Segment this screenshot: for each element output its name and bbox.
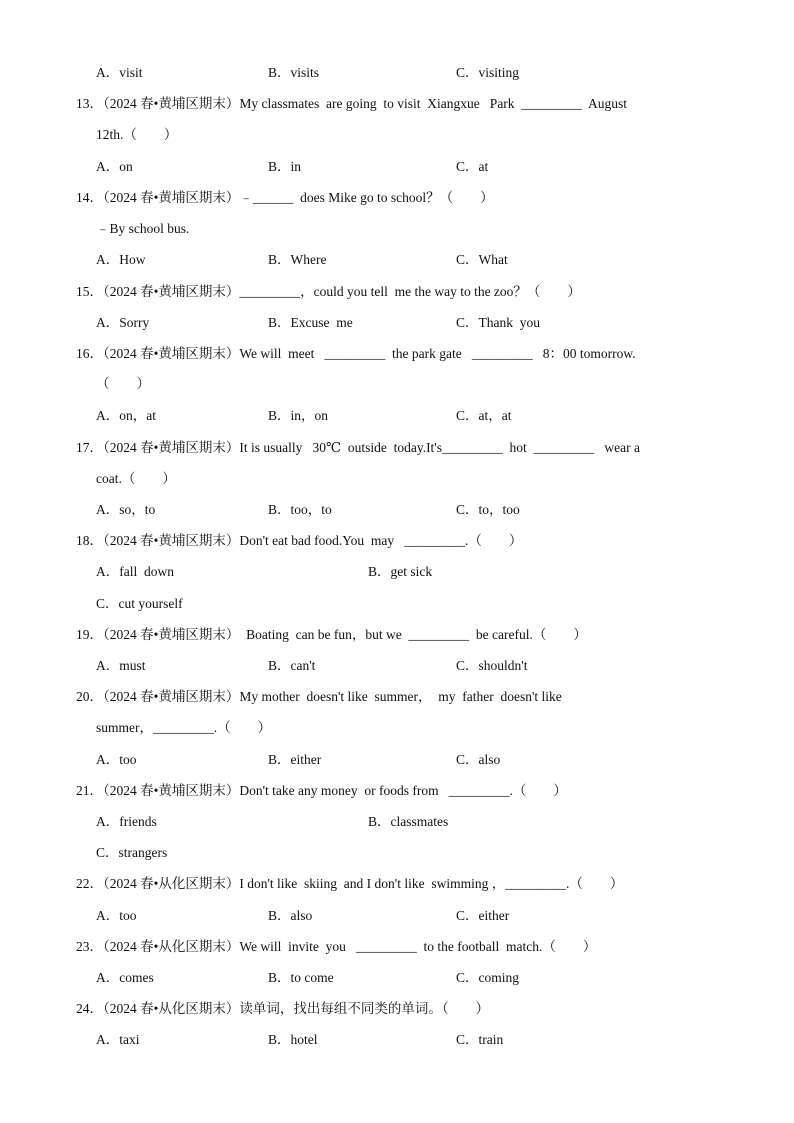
q18-option-c: C．cut yourself (96, 596, 183, 611)
q20-option-b: B．either (268, 752, 322, 767)
q15-stem: 15．（2024 春•黄埔区期末）_________，could you tell me the way to the zoo？（ ） (76, 284, 581, 299)
q21-option-b: B．classmates (368, 814, 449, 829)
q16-stem: 16．（2024 春•黄埔区期末）We will meet _________ the park gate _________ 8：00 tomorrow. (76, 346, 636, 361)
q20-stem: 20．（2024 春•黄埔区期末）My mother doesn't like summer， my father doesn't like (76, 689, 562, 704)
q15-option-b: B．Excuse me (268, 315, 353, 330)
q14-option-c: C．What (456, 252, 508, 267)
q12-option-a: A．visit (96, 65, 143, 80)
q23-option-b: B．to come (268, 970, 334, 985)
q18-option-b: B．get sick (368, 564, 433, 579)
q13-stem: 13．（2024 春•黄埔区期末）My classmates are going to visit Xiangxue Park _________ August (76, 96, 628, 111)
q15-option-a: A．Sorry (96, 315, 150, 330)
q14-option-a: A．How (96, 252, 146, 267)
q23-option-c: C．coming (456, 970, 519, 985)
q14-stem: 14．（2024 春•黄埔区期末）﹣______ does Mike go to school？（ ） (76, 190, 494, 205)
q16-option-c: C．at，at (456, 408, 512, 423)
q23-stem: 23．（2024 春•从化区期末）We will invite you _________ to the football match.（ ） (76, 939, 597, 954)
q20-continuation: summer，_________.（ ） (96, 720, 272, 735)
q24-option-a: A．taxi (96, 1032, 140, 1047)
q24-option-c: C．train (456, 1032, 504, 1047)
q13-option-a: A．on (96, 159, 133, 174)
q22-option-a: A．too (96, 908, 137, 923)
q22-option-b: B．also (268, 908, 313, 923)
q13-continuation: 12th.（ ） (96, 127, 178, 142)
q18-stem: 18．（2024 春•黄埔区期末）Don't eat bad food.You may _________.（ ） (76, 533, 523, 548)
q17-option-b: B．too，to (268, 502, 332, 517)
q17-option-c: C．to，too (456, 502, 520, 517)
q17-option-a: A．so，to (96, 502, 156, 517)
q19-option-a: A．must (96, 658, 146, 673)
q20-option-c: C．also (456, 752, 501, 767)
q16-continuation: （ ） (96, 376, 150, 391)
q16-option-b: B．in，on (268, 408, 329, 423)
q13-option-c: C．at (456, 159, 489, 174)
q15-option-c: C．Thank you (456, 315, 540, 330)
q14-continuation: ﹣By school bus. (96, 221, 190, 236)
q21-stem: 21．（2024 春•黄埔区期末）Don't take any money or foods from _________.（ ） (76, 783, 567, 798)
q19-option-c: C．shouldn't (456, 658, 528, 673)
q24-option-b: B．hotel (268, 1032, 318, 1047)
q17-stem: 17．（2024 春•黄埔区期末）It is usually 30℃ outside today.It's_________ hot _________ wear a (76, 440, 640, 455)
q21-option-c: C．strangers (96, 845, 168, 860)
q19-stem: 19．（2024 春•黄埔区期末） Boating can be fun，but we _________ be careful.（ ） (76, 627, 587, 642)
q21-option-a: A．friends (96, 814, 157, 829)
q14-option-b: B．Where (268, 252, 327, 267)
q16-option-a: A．on，at (96, 408, 156, 423)
q22-option-c: C．either (456, 908, 510, 923)
q20-option-a: A．too (96, 752, 137, 767)
q18-option-a: A．fall down (96, 564, 174, 579)
q22-stem: 22．（2024 春•从化区期末）I don't like skiing and I don't like swimming ，_________.（ ） (76, 876, 624, 891)
q24-stem: 24．（2024 春•从化区期末）读单词，找出每组不同类的单词。（ ） (76, 1001, 490, 1016)
q17-continuation: coat.（ ） (96, 471, 176, 486)
q19-option-b: B．can't (268, 658, 316, 673)
q12-option-c: C．visiting (456, 65, 520, 80)
q23-option-a: A．comes (96, 970, 154, 985)
q12-option-b: B．visits (268, 65, 320, 80)
q13-option-b: B．in (268, 159, 302, 174)
